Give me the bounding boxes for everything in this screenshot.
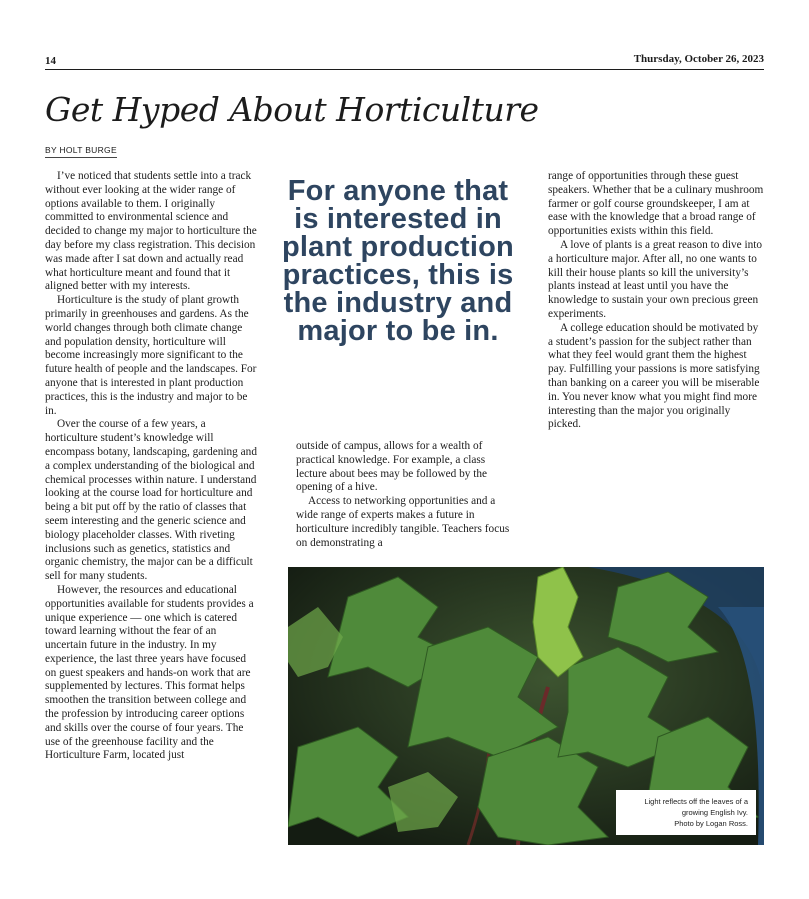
pull-quote: For anyone that is interested in plant production practices, this is the industry and major to be in. [282, 175, 514, 347]
page-number: 14 [45, 55, 56, 67]
paragraph: outside of campus, allows for a wealth of practical knowledge. For example, a class lecture about bees may be followed by the opening of a hive. [296, 440, 488, 494]
article-column-2 [296, 440, 516, 550]
article-column-3 [548, 170, 764, 432]
paragraph: I’ve noticed that students settle into a track without ever looking at the wider range of options available to them. I originally committed to environmental science and decided to change my major to horticulture the day before my class registration. This decision was made after I sat down and actually read what horticulture meant and found that it aligned better with my interests. [45, 170, 257, 293]
ivy-photo [288, 567, 764, 845]
paragraph: However, the resources and educational opportunities available for students provides a unique experience — one which is catered toward learning without the fear of an uncertain future in the industry. In my experience, the last three years have focused on guest speakers and hands-on work that are supplemented by lectures. This format helps smoothen the transition between college and the profession by introducing career options and skills over the course of four years. The use of the greenhouse facility and the Horticulture Farm, located just [45, 583, 254, 762]
caption-text: Light reflects off the leaves of a growing English Ivy. [644, 797, 748, 817]
paragraph: Access to networking opportunities and a wide range of experts makes a future in horticulture incredibly tangible. Teachers focus on demonstrating a [296, 495, 510, 549]
paragraph: range of opportunities through these guest speakers. Whether that be a culinary mushroom farmer or golf course groundskeeper, I am at ease with the knowledge that a broad range of opportunities exists within this field. [548, 170, 764, 238]
photo-credit: Photo by Logan Ross. [674, 819, 748, 828]
photo-caption [616, 790, 756, 835]
article-title: Get Hyped About Horticulture [45, 90, 539, 129]
paragraph: Over the course of a few years, a horticulture student’s knowledge will encompass botany, landscaping, gardening and a complex understanding of the biological and chemical processes within nature. I understand looking at the course load for horticulture and being a bit put off by the ratio of classes that seem interesting and the generic science and biology placeholder classes. With riveting inclusions such as genetics, statistics and organic chemistry, the major can be a difficult sell for many students. [45, 418, 257, 583]
paragraph: A love of plants is a great reason to dive into a horticulture major. After all, no one wants to kill their house plants so kill the university’s plants instead at least until you have the knowledge to sustain your own precious green experiments. [548, 238, 763, 320]
paragraph: A college education should be motivated by a student’s passion for the subject rather than what they feel would grant them the highest pay. Fulfilling your passions is more satisfying than banking on a career you will be miserable in. You never know what you might find more interesting than the major you originally picked. [548, 321, 760, 431]
header-rule [45, 69, 764, 70]
article-column-1 [45, 170, 260, 763]
issue-date: Thursday, October 26, 2023 [633, 53, 764, 65]
paragraph: Horticulture is the study of plant growth primarily in greenhouses and gardens. As the world changes through both climate change and population density, horticulture will become increasingly more significant to the future health of people and the landscapes. For anyone that is interested in plant production practices, this is the industry and major to be in. [45, 294, 257, 417]
byline: BY HOLT BURGE [45, 145, 117, 158]
